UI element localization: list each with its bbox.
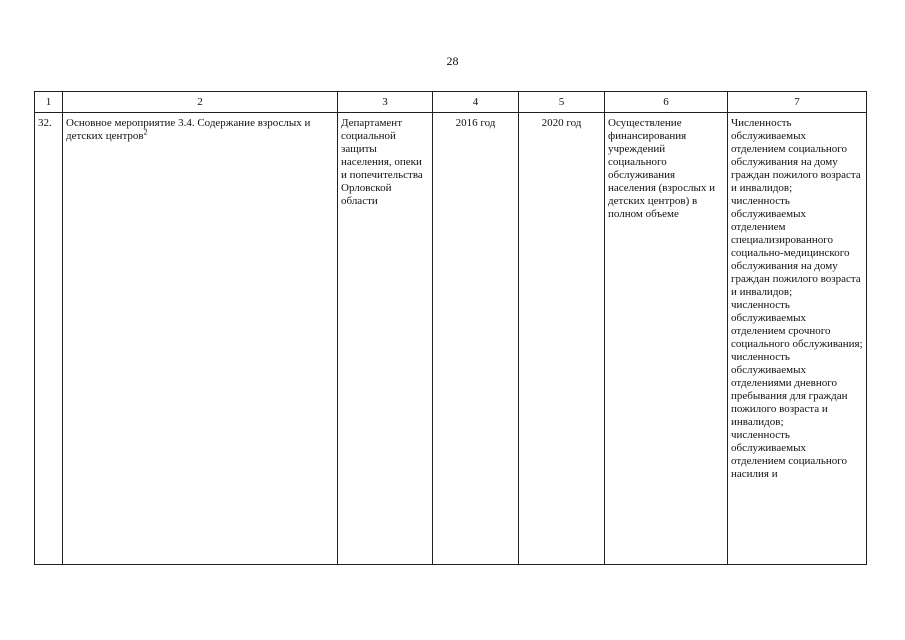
indicator-item: численность обслуживаемых отделением срочного социального обслуживания; <box>731 299 863 350</box>
page-number: 28 <box>446 54 459 68</box>
header-cell-3: 3 <box>338 92 433 113</box>
header-cell-1: 1 <box>35 92 63 113</box>
indicator-item: Численность обслуживаемых отделением социального обслуживания на дому граждан пожилого возраста и инвалидов; <box>731 117 861 194</box>
measure-text: Основное мероприятие 3.4. Содержание взрослых и детских центров <box>66 117 311 142</box>
indicator-item: численность обслуживаемых отделением социального насилия и <box>731 429 847 480</box>
header-cell-4: 4 <box>433 92 519 113</box>
header-cell-5: 5 <box>519 92 605 113</box>
header-cell-6: 6 <box>605 92 728 113</box>
indicator-item: численность обслуживаемых отделениями дневного пребывания для граждан пожилого возраста и инвалидов; <box>731 351 848 428</box>
program-table <box>34 91 867 565</box>
indicator-item: численность обслуживаемых отделением специализированного социально-медицинского обслуживания на дому граждан пожилого возраста и инвалидов; <box>731 195 861 298</box>
footnote-mark: 2 <box>143 127 148 137</box>
indicators-cell <box>728 113 867 565</box>
end-year-cell: 2020 год <box>519 113 605 565</box>
row-number: 32. <box>35 113 63 565</box>
executor-cell: Департамент социальной защиты населения, опеки и попечительства Орловской области <box>338 113 433 565</box>
table-header-row <box>35 92 867 113</box>
measure-cell <box>63 113 338 565</box>
header-cell-2: 2 <box>63 92 338 113</box>
result-cell: Осуществление финансирования учреждений социального обслуживания населения (взрослых и детских центров) в полном объеме <box>605 113 728 565</box>
table-row <box>35 113 867 565</box>
header-cell-7: 7 <box>728 92 867 113</box>
start-year-cell: 2016 год <box>433 113 519 565</box>
